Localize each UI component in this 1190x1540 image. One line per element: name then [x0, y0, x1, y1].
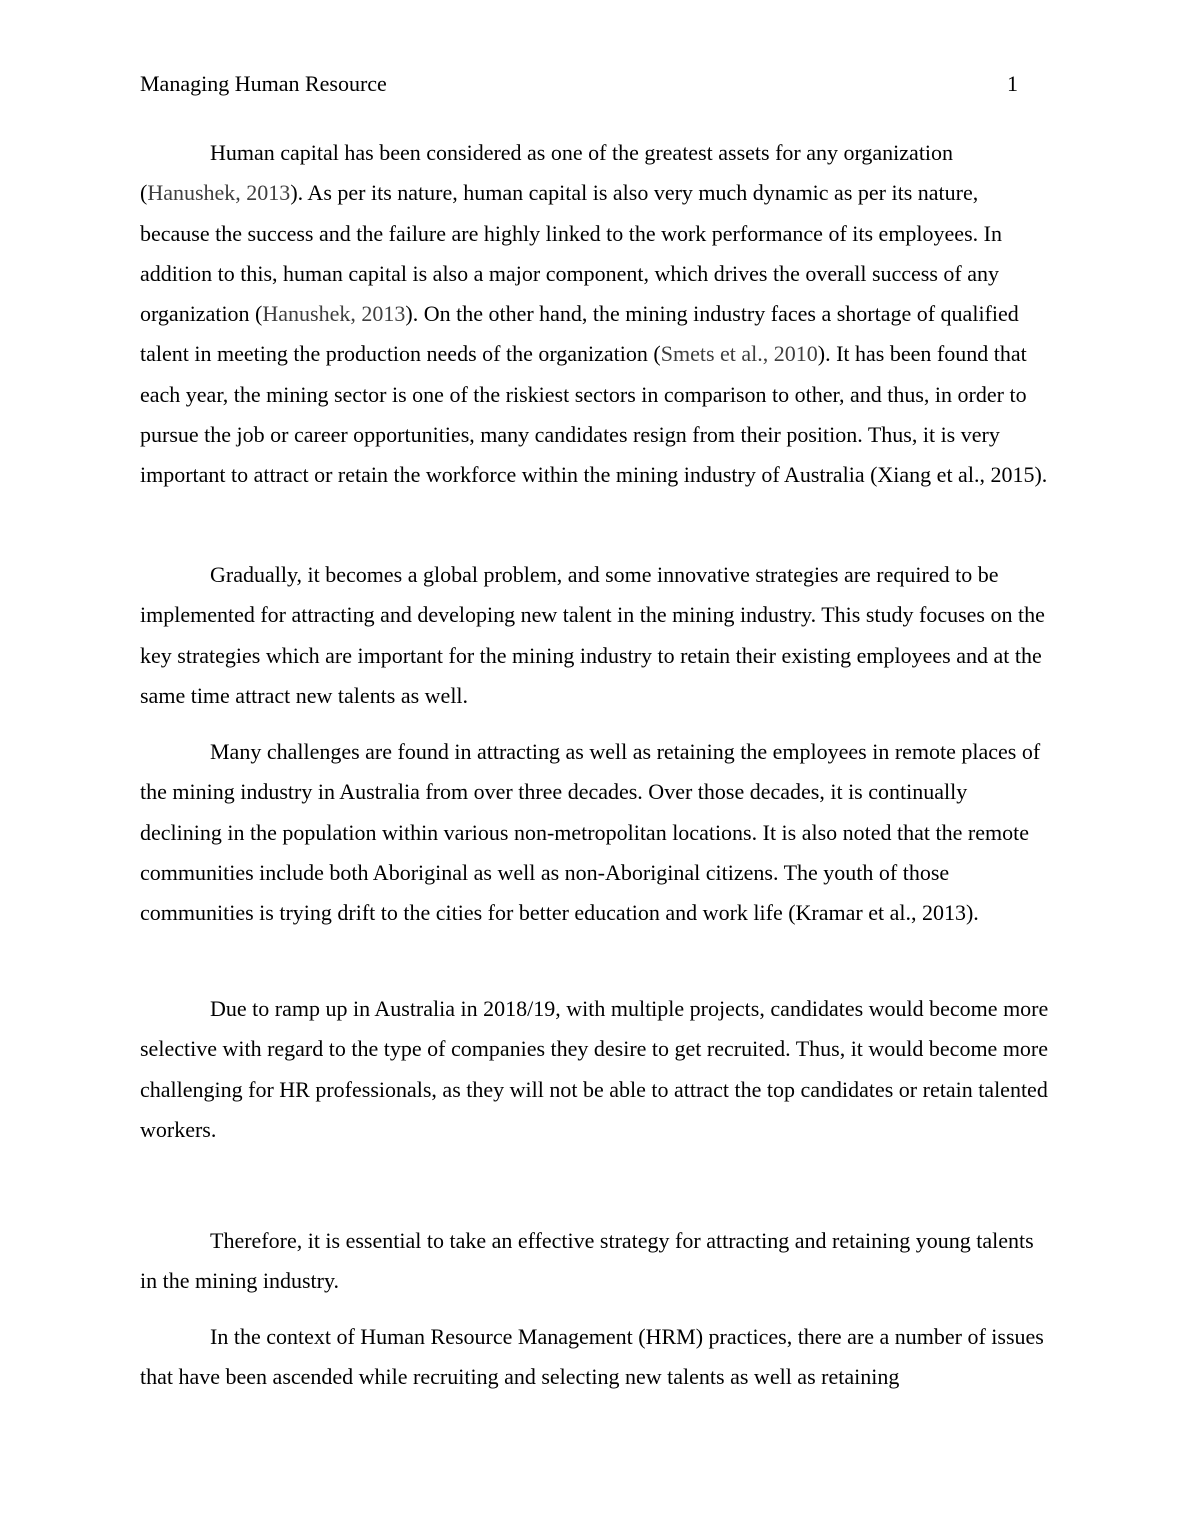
paragraph-text: Human capital has been considered as one of the greatest assets for any organization (	[140, 140, 954, 206]
citation-hanushek-2013: Hanushek, 2013	[262, 301, 406, 327]
running-head: Managing Human Resource	[140, 71, 387, 96]
citation-hanushek-2013: Hanushek, 2013	[147, 180, 291, 206]
paragraph-human-capital	[140, 133, 1050, 496]
page-number: 1	[1007, 71, 1018, 96]
citation-smets-2010: Smets et al., 2010	[660, 341, 818, 367]
paragraph-hrm-context: In the context of Human Resource Management (HRM) practices, there are a number of issues that have been ascended while recruiting and selecting new talents as well as retaining	[140, 1324, 1044, 1390]
paragraph-text: ). On the other hand, the mining industry faces a shortage of qualified talent in meeting the production needs of the organization (	[140, 301, 1019, 367]
paragraph-remote-challenges: Many challenges are found in attracting as well as retaining the employees in remote places of the mining industry in Australia from over three decades. Over those decades, it is continually declining in the population within various non-metropolitan locations. It is also noted that the remote communities include both Aboriginal as well as non-Aboriginal citizens. The youth of those communities is trying drift to the cities for better education and work life (Kramar et al., 2013).	[140, 739, 1041, 926]
paragraph-text: ). As per its nature, human capital is also very much dynamic as per its nature, because the success and the failure are highly linked to the work performance of its employees. In addition to this, human capital is also a major component, which drives the overall success of any organization (	[140, 180, 1002, 327]
paragraph-text: ). It has been found that each year, the mining sector is one of the riskiest sectors in comparison to other, and thus, in order to pursue the job or career opportunities, many candidates resign from their position. Thus, it is very important to attract or retain the workforce within the mining industry of Australia (Xiang et al., 2015).	[140, 341, 1048, 488]
paragraph-global-problem: Gradually, it becomes a global problem, and some innovative strategies are required to be implemented for attracting and developing new talent in the mining industry. This study focuses on the key strategies which are important for the mining industry to retain their existing employees and at the same time attract new talents as well.	[140, 562, 1045, 708]
paragraph-effective-strategy: Therefore, it is essential to take an effective strategy for attracting and retaining young talents in the mining industry.	[140, 1228, 1034, 1294]
paragraph-ramp-up: Due to ramp up in Australia in 2018/19, with multiple projects, candidates would become more selective with regard to the type of companies they desire to get recruited. Thus, it would become more challenging for HR professionals, as they will not be able to attract the top candidates or retain talented workers.	[140, 996, 1049, 1142]
